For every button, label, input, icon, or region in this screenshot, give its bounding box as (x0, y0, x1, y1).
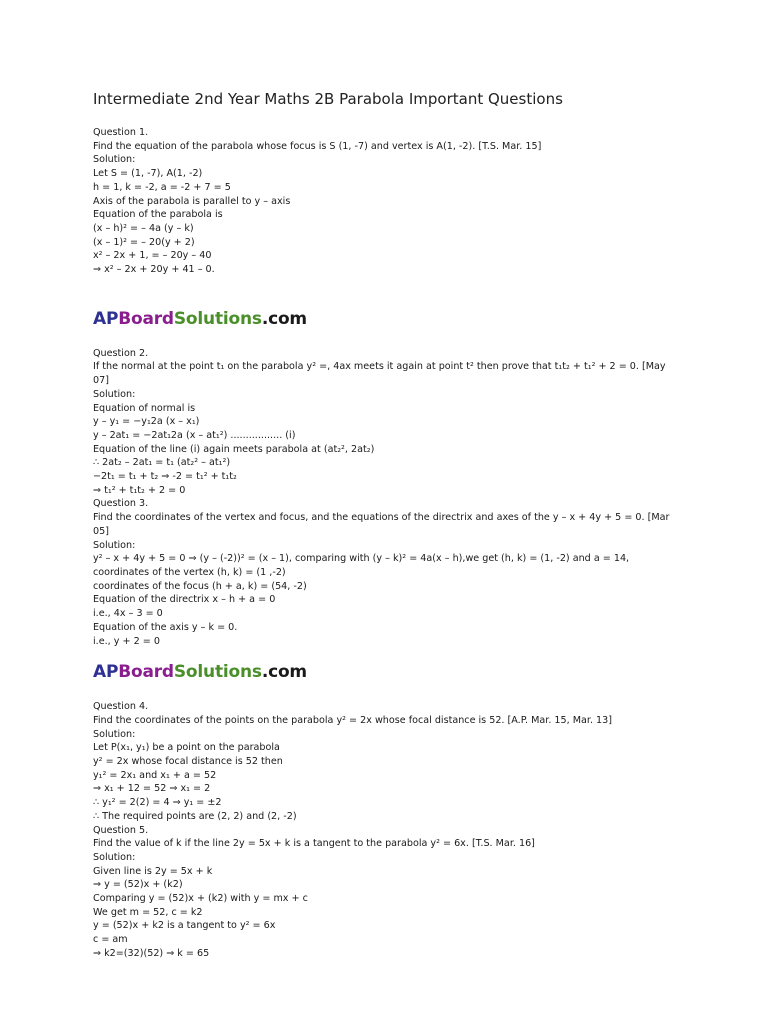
text-line: ∴ y₁² = 2(2) = 4 ⇒ y₁ = ±2 (93, 797, 222, 809)
text-line: Solution: (93, 728, 136, 740)
logo-part-com: .com (261, 308, 307, 329)
text-line: ⇒ x₁ + 12 = 52 ⇒ x₁ = 2 (93, 783, 211, 795)
text-line: i.e., 4x – 3 = 0 (93, 608, 163, 620)
text-line: Comparing y = (52)x + (k2) with y = mx + c (93, 893, 308, 905)
logo-part-ap: AP (93, 308, 119, 329)
text-line: −2t₁ = t₁ + t₂ ⇒ -2 = t₁² + t₁t₂ (93, 471, 237, 483)
text-line: Solution: (93, 154, 136, 166)
text-line: Question 3. (93, 498, 149, 510)
logo-part-com: .com (261, 662, 307, 683)
text-line: y² – x + 4y + 5 = 0 ⇒ (y – (-2))² = (x – 1), comparing with (y – k)² = 4a(x – h),we get (h, k) = (1, -2) and a = 14, coordinates of the vertex (h, k) = (1 ,-2) (93, 553, 630, 578)
text-line: ⇒ t₁² + t₁t₂ + 2 = 0 (93, 484, 186, 496)
logo-part-board: Board (118, 662, 174, 683)
text-line: ∴ 2at₂ – 2at₁ = t₁ (at₂² – at₁²) (93, 457, 231, 469)
text-line: Solution: (93, 851, 136, 863)
text-line: Question 4. (93, 701, 149, 713)
text-line: Let S = (1, -7), A(1, -2) (93, 168, 203, 180)
text-line: Let P(x₁, y₁) be a point on the parabola (93, 742, 280, 754)
text-line: ∴ The required points are (2, 2) and (2, -2) (93, 810, 297, 822)
text-line: Equation of the line (i) again meets parabola at (at₂², 2at₂) (93, 443, 375, 455)
text-line: If the normal at the point t₁ on the parabola y² =, 4ax meets it again at point t² then prove that t₁t₂ + t₁² + 2 = 0. [May 07] (93, 361, 666, 387)
text-line: Equation of the directrix x – h + a = 0 (93, 594, 276, 606)
apboardsolutions-logo-2 (93, 650, 693, 682)
text-line: c = am (93, 934, 128, 946)
text-line: ⇒ x² – 2x + 20y + 41 – 0. (93, 264, 215, 276)
text-line: y – 2at₁ = −2at₁2a (x – at₁²) ................. (i) (93, 429, 296, 441)
text-line: y – y₁ = −y₁2a (x – x₁) (93, 416, 200, 428)
apboardsolutions-logo (93, 297, 693, 329)
text-line: Find the value of k if the line 2y = 5x + k is a tangent to the parabola y² = 6x. [T.S. Mar. 16] (93, 838, 535, 850)
page-title: Intermediate 2nd Year Maths 2B Parabola Important Questions (93, 90, 563, 108)
question-4-5-block (93, 700, 693, 960)
text-line: Equation of the axis y – k = 0. (93, 621, 238, 633)
text-line: (x – h)² = – 4a (y – k) (93, 222, 194, 234)
text-line: coordinates of the focus (h + a, k) = (54, -2) (93, 580, 307, 592)
text-line: h = 1, k = -2, a = -2 + 7 = 5 (93, 181, 231, 193)
text-line: ⇒ y = (52)x + (k2) (93, 879, 183, 891)
text-line: Solution: (93, 388, 136, 400)
text-line: y = (52)x + k2 is a tangent to y² = 6x (93, 920, 276, 932)
text-line: Question 1. (93, 127, 149, 138)
text-line: i.e., y + 2 = 0 (93, 635, 160, 647)
text-line: Solution: (93, 539, 136, 551)
text-line: We get m = 52, c = k2 (93, 906, 203, 918)
logo-part-ap: AP (93, 662, 119, 683)
text-line: Find the coordinates of the points on the parabola y² = 2x whose focal distance is 52. [A.P. Mar. 15, Mar. 13] (93, 714, 613, 726)
question-2-3-block (93, 347, 693, 648)
text-line: Question 2. (93, 347, 149, 359)
text-line: Find the coordinates of the vertex and focus, and the equations of the directrix and axes of the y – x + 4y + 5 = 0. [Mar 05] (93, 512, 670, 537)
logo-part-solutions: Solutions (173, 308, 262, 329)
text-line: ⇒ k2=(32)(52) ⇒ k = 65 (93, 947, 210, 959)
text-line: y² = 2x whose focal distance is 52 then (93, 756, 283, 768)
text-line: x² – 2x + 1, = – 20y – 40 (93, 250, 212, 262)
text-line: y₁² = 2x₁ and x₁ + a = 52 (93, 769, 217, 781)
document-page (93, 88, 693, 961)
text-line: Given line is 2y = 5x + k (93, 865, 213, 877)
question-1-block (93, 126, 693, 277)
text-line: Axis of the parabola is parallel to y – axis (93, 195, 291, 207)
text-line: Question 5. (93, 824, 149, 836)
logo-part-board: Board (118, 308, 174, 329)
text-line: Equation of normal is (93, 402, 196, 414)
text-line: Equation of the parabola is (93, 209, 223, 221)
logo-part-solutions: Solutions (173, 662, 262, 683)
text-line: (x – 1)² = – 20(y + 2) (93, 236, 195, 248)
text-line: Find the equation of the parabola whose focus is S (1, -7) and vertex is A(1, -2). [T.S. Mar. 15] (93, 140, 542, 152)
